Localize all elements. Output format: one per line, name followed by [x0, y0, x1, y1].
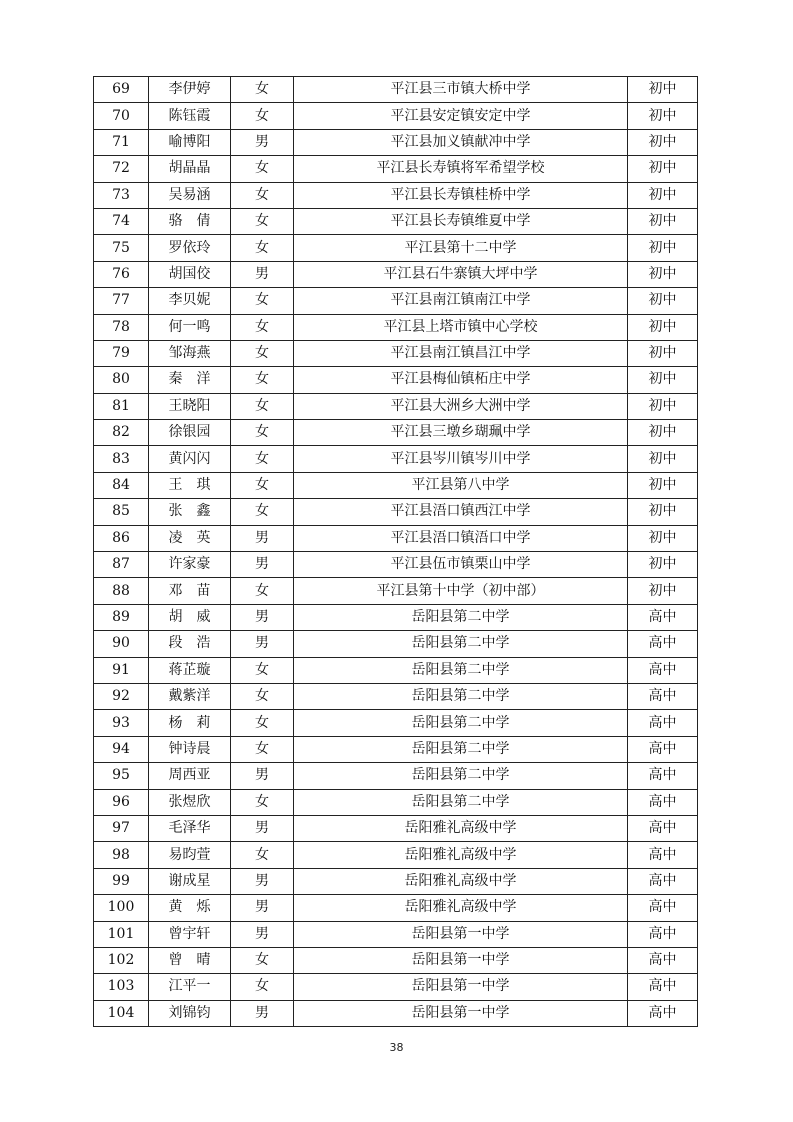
gender-cell: 女: [231, 499, 294, 525]
gender-cell: 女: [231, 103, 294, 129]
student-name-cell: 钟诗晨: [149, 736, 231, 762]
school-level-cell: 初中: [628, 208, 698, 234]
school-level-cell: 初中: [628, 393, 698, 419]
row-number-cell: 98: [94, 842, 149, 868]
school-name-cell: 平江县大洲乡大洲中学: [294, 393, 628, 419]
gender-cell: 男: [231, 604, 294, 630]
gender-cell: 女: [231, 947, 294, 973]
gender-cell: 女: [231, 974, 294, 1000]
school-level-cell: 高中: [628, 631, 698, 657]
page-number: 38: [389, 1041, 404, 1054]
table-row: [94, 974, 698, 1000]
school-level-cell: 初中: [628, 367, 698, 393]
student-name-cell: 戴紫洋: [149, 683, 231, 709]
student-name-cell: 蒋芷璇: [149, 657, 231, 683]
table-row: [94, 552, 698, 578]
table-row: [94, 499, 698, 525]
student-name-cell: 黄闪闪: [149, 446, 231, 472]
gender-cell: 女: [231, 710, 294, 736]
table-row: [94, 208, 698, 234]
school-level-cell: 高中: [628, 1000, 698, 1026]
row-number-cell: 81: [94, 393, 149, 419]
school-name-cell: 平江县加义镇献冲中学: [294, 129, 628, 155]
row-number-cell: 90: [94, 631, 149, 657]
student-name-cell: 罗依玲: [149, 235, 231, 261]
school-level-cell: 高中: [628, 736, 698, 762]
school-name-cell: 平江县石牛寨镇大坪中学: [294, 261, 628, 287]
table-row: [94, 604, 698, 630]
table-row: [94, 288, 698, 314]
school-name-cell: 岳阳县第一中学: [294, 1000, 628, 1026]
table-row: [94, 842, 698, 868]
student-name-cell: 胡晶晶: [149, 156, 231, 182]
student-name-cell: 刘锦钧: [149, 1000, 231, 1026]
gender-cell: 女: [231, 683, 294, 709]
student-list-table: [93, 76, 698, 1027]
school-level-cell: 高中: [628, 947, 698, 973]
school-level-cell: 初中: [628, 525, 698, 551]
row-number-cell: 75: [94, 235, 149, 261]
school-name-cell: 平江县三市镇大桥中学: [294, 77, 628, 103]
school-name-cell: 岳阳县第一中学: [294, 921, 628, 947]
row-number-cell: 77: [94, 288, 149, 314]
gender-cell: 女: [231, 736, 294, 762]
school-level-cell: 初中: [628, 499, 698, 525]
school-name-cell: 平江县浯口镇浯口中学: [294, 525, 628, 551]
row-number-cell: 92: [94, 683, 149, 709]
row-number-cell: 93: [94, 710, 149, 736]
gender-cell: 女: [231, 156, 294, 182]
student-name-cell: 骆 倩: [149, 208, 231, 234]
school-name-cell: 平江县第十二中学: [294, 235, 628, 261]
school-level-cell: 初中: [628, 182, 698, 208]
student-name-cell: 何一鸣: [149, 314, 231, 340]
row-number-cell: 70: [94, 103, 149, 129]
student-name-cell: 胡国佼: [149, 261, 231, 287]
table-row: [94, 710, 698, 736]
school-name-cell: 平江县第十中学（初中部）: [294, 578, 628, 604]
school-name-cell: 岳阳县第二中学: [294, 631, 628, 657]
row-number-cell: 80: [94, 367, 149, 393]
gender-cell: 女: [231, 182, 294, 208]
table-row: [94, 235, 698, 261]
table-row: [94, 103, 698, 129]
gender-cell: 男: [231, 261, 294, 287]
table-row: [94, 868, 698, 894]
school-level-cell: 高中: [628, 815, 698, 841]
school-level-cell: 初中: [628, 472, 698, 498]
student-name-cell: 张煜欣: [149, 789, 231, 815]
gender-cell: 男: [231, 552, 294, 578]
student-name-cell: 江平一: [149, 974, 231, 1000]
school-name-cell: 平江县长寿镇维夏中学: [294, 208, 628, 234]
row-number-cell: 102: [94, 947, 149, 973]
school-name-cell: 岳阳县第二中学: [294, 657, 628, 683]
school-level-cell: 初中: [628, 129, 698, 155]
school-level-cell: 高中: [628, 868, 698, 894]
student-name-cell: 许家豪: [149, 552, 231, 578]
table-row: [94, 156, 698, 182]
school-name-cell: 平江县南江镇南江中学: [294, 288, 628, 314]
row-number-cell: 83: [94, 446, 149, 472]
table-row: [94, 578, 698, 604]
table-row: [94, 895, 698, 921]
gender-cell: 女: [231, 420, 294, 446]
gender-cell: 女: [231, 367, 294, 393]
row-number-cell: 78: [94, 314, 149, 340]
table-row: [94, 393, 698, 419]
row-number-cell: 71: [94, 129, 149, 155]
row-number-cell: 74: [94, 208, 149, 234]
school-name-cell: 岳阳雅礼高级中学: [294, 815, 628, 841]
student-name-cell: 邓 苗: [149, 578, 231, 604]
table-row: [94, 815, 698, 841]
student-name-cell: 胡 威: [149, 604, 231, 630]
table-row: [94, 947, 698, 973]
gender-cell: 男: [231, 1000, 294, 1026]
school-level-cell: 初中: [628, 578, 698, 604]
row-number-cell: 84: [94, 472, 149, 498]
school-name-cell: 平江县上塔市镇中心学校: [294, 314, 628, 340]
school-level-cell: 高中: [628, 974, 698, 1000]
school-level-cell: 初中: [628, 77, 698, 103]
row-number-cell: 101: [94, 921, 149, 947]
school-name-cell: 平江县梅仙镇柘庄中学: [294, 367, 628, 393]
student-name-cell: 李贝妮: [149, 288, 231, 314]
row-number-cell: 73: [94, 182, 149, 208]
school-name-cell: 平江县长寿镇将军希望学校: [294, 156, 628, 182]
table-row: [94, 789, 698, 815]
school-name-cell: 岳阳雅礼高级中学: [294, 842, 628, 868]
school-name-cell: 岳阳县第二中学: [294, 736, 628, 762]
student-name-cell: 王 琪: [149, 472, 231, 498]
table-row: [94, 261, 698, 287]
school-name-cell: 岳阳雅礼高级中学: [294, 895, 628, 921]
school-name-cell: 岳阳县第二中学: [294, 604, 628, 630]
student-name-cell: 陈钰霞: [149, 103, 231, 129]
row-number-cell: 91: [94, 657, 149, 683]
row-number-cell: 95: [94, 763, 149, 789]
school-name-cell: 平江县长寿镇桂桥中学: [294, 182, 628, 208]
school-name-cell: 平江县岑川镇岑川中学: [294, 446, 628, 472]
school-name-cell: 岳阳县第二中学: [294, 789, 628, 815]
student-name-cell: 张 鑫: [149, 499, 231, 525]
row-number-cell: 85: [94, 499, 149, 525]
student-name-cell: 黄 烁: [149, 895, 231, 921]
row-number-cell: 99: [94, 868, 149, 894]
school-name-cell: 平江县浯口镇西江中学: [294, 499, 628, 525]
table-row: [94, 367, 698, 393]
gender-cell: 男: [231, 129, 294, 155]
gender-cell: 女: [231, 288, 294, 314]
school-level-cell: 初中: [628, 420, 698, 446]
school-name-cell: 平江县伍市镇栗山中学: [294, 552, 628, 578]
student-name-cell: 谢成星: [149, 868, 231, 894]
table-row: [94, 340, 698, 366]
gender-cell: 男: [231, 631, 294, 657]
row-number-cell: 104: [94, 1000, 149, 1026]
gender-cell: 女: [231, 77, 294, 103]
row-number-cell: 96: [94, 789, 149, 815]
school-level-cell: 高中: [628, 657, 698, 683]
table-row: [94, 736, 698, 762]
school-name-cell: 平江县南江镇昌江中学: [294, 340, 628, 366]
table-row: [94, 129, 698, 155]
gender-cell: 女: [231, 446, 294, 472]
gender-cell: 男: [231, 921, 294, 947]
student-list-body: [94, 77, 698, 1027]
table-row: [94, 631, 698, 657]
school-level-cell: 高中: [628, 921, 698, 947]
table-row: [94, 182, 698, 208]
gender-cell: 女: [231, 842, 294, 868]
school-level-cell: 高中: [628, 604, 698, 630]
school-level-cell: 高中: [628, 683, 698, 709]
gender-cell: 男: [231, 763, 294, 789]
gender-cell: 女: [231, 657, 294, 683]
school-level-cell: 初中: [628, 235, 698, 261]
row-number-cell: 69: [94, 77, 149, 103]
gender-cell: 男: [231, 525, 294, 551]
table-row: [94, 525, 698, 551]
gender-cell: 男: [231, 868, 294, 894]
school-name-cell: 岳阳县第二中学: [294, 710, 628, 736]
student-name-cell: 徐银园: [149, 420, 231, 446]
school-level-cell: 高中: [628, 710, 698, 736]
school-level-cell: 高中: [628, 789, 698, 815]
student-name-cell: 段 浩: [149, 631, 231, 657]
student-name-cell: 秦 洋: [149, 367, 231, 393]
table-row: [94, 921, 698, 947]
row-number-cell: 89: [94, 604, 149, 630]
table-row: [94, 472, 698, 498]
school-level-cell: 初中: [628, 340, 698, 366]
gender-cell: 男: [231, 895, 294, 921]
school-level-cell: 初中: [628, 552, 698, 578]
school-level-cell: 初中: [628, 156, 698, 182]
school-name-cell: 岳阳县第二中学: [294, 683, 628, 709]
table-row: [94, 1000, 698, 1026]
student-name-cell: 杨 莉: [149, 710, 231, 736]
row-number-cell: 94: [94, 736, 149, 762]
table-row: [94, 420, 698, 446]
row-number-cell: 72: [94, 156, 149, 182]
school-level-cell: 初中: [628, 103, 698, 129]
gender-cell: 女: [231, 235, 294, 261]
table-row: [94, 77, 698, 103]
student-name-cell: 吴易涵: [149, 182, 231, 208]
gender-cell: 女: [231, 340, 294, 366]
row-number-cell: 97: [94, 815, 149, 841]
school-name-cell: 平江县第八中学: [294, 472, 628, 498]
gender-cell: 女: [231, 208, 294, 234]
student-name-cell: 易昀萱: [149, 842, 231, 868]
student-name-cell: 毛泽华: [149, 815, 231, 841]
gender-cell: 女: [231, 789, 294, 815]
student-name-cell: 曾 晴: [149, 947, 231, 973]
table-row: [94, 763, 698, 789]
school-name-cell: 岳阳县第一中学: [294, 947, 628, 973]
table-row: [94, 446, 698, 472]
row-number-cell: 86: [94, 525, 149, 551]
school-level-cell: 高中: [628, 763, 698, 789]
student-name-cell: 凌 英: [149, 525, 231, 551]
row-number-cell: 88: [94, 578, 149, 604]
row-number-cell: 103: [94, 974, 149, 1000]
gender-cell: 女: [231, 472, 294, 498]
row-number-cell: 82: [94, 420, 149, 446]
school-name-cell: 平江县安定镇安定中学: [294, 103, 628, 129]
row-number-cell: 79: [94, 340, 149, 366]
school-name-cell: 岳阳县第二中学: [294, 763, 628, 789]
school-name-cell: 岳阳雅礼高级中学: [294, 868, 628, 894]
student-name-cell: 周西亚: [149, 763, 231, 789]
student-name-cell: 喻博阳: [149, 129, 231, 155]
gender-cell: 男: [231, 815, 294, 841]
student-name-cell: 邹海燕: [149, 340, 231, 366]
school-level-cell: 初中: [628, 314, 698, 340]
table-row: [94, 683, 698, 709]
student-name-cell: 曾宇轩: [149, 921, 231, 947]
school-level-cell: 初中: [628, 288, 698, 314]
school-level-cell: 初中: [628, 261, 698, 287]
gender-cell: 女: [231, 393, 294, 419]
gender-cell: 女: [231, 314, 294, 340]
table-row: [94, 314, 698, 340]
table-row: [94, 657, 698, 683]
school-level-cell: 初中: [628, 446, 698, 472]
row-number-cell: 76: [94, 261, 149, 287]
student-name-cell: 王晓阳: [149, 393, 231, 419]
school-level-cell: 高中: [628, 895, 698, 921]
school-level-cell: 高中: [628, 842, 698, 868]
gender-cell: 女: [231, 578, 294, 604]
school-name-cell: 平江县三墩乡瑚珮中学: [294, 420, 628, 446]
row-number-cell: 100: [94, 895, 149, 921]
school-name-cell: 岳阳县第一中学: [294, 974, 628, 1000]
row-number-cell: 87: [94, 552, 149, 578]
student-name-cell: 李伊婷: [149, 77, 231, 103]
